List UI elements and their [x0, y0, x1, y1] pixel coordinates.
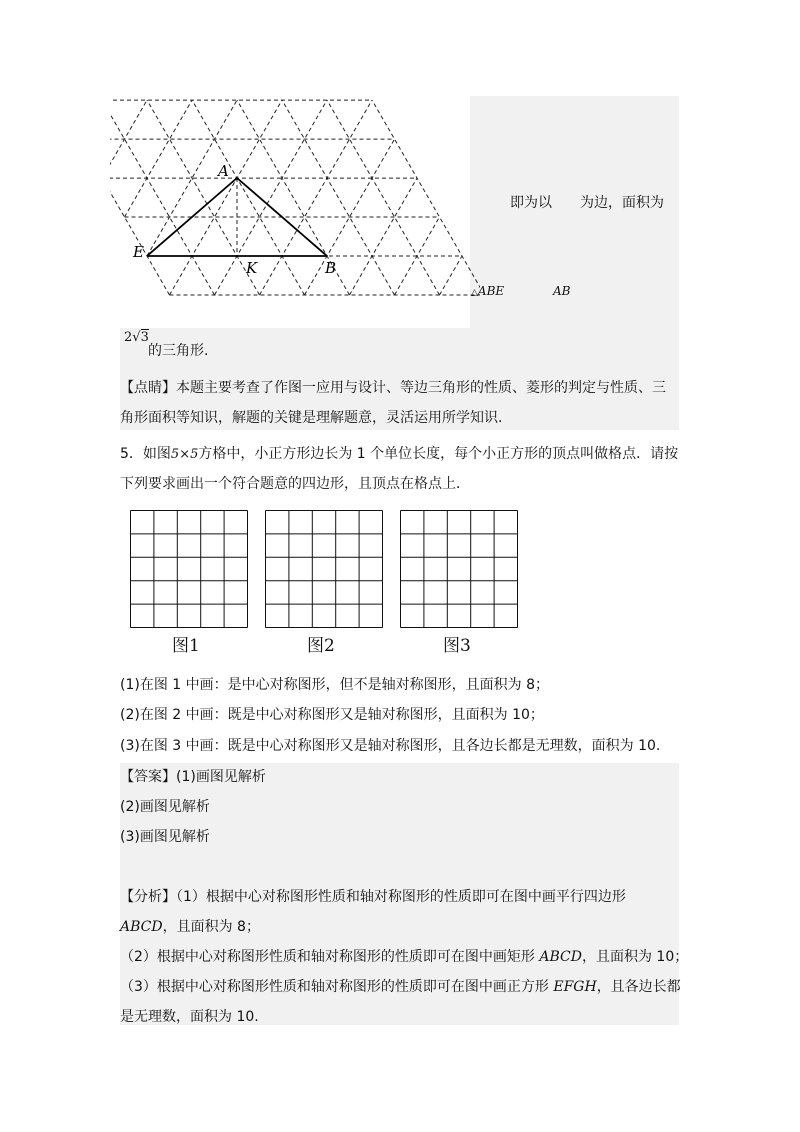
triangle-name: ABE — [477, 284, 505, 298]
area-radicand: 3 — [140, 330, 149, 345]
analysis-line-1: 【分析】（1）根据中心对称图形性质和轴对称图形的性质即可在图中画平行四边形 — [120, 889, 626, 905]
side-note-triangle — [471, 284, 504, 298]
area-coef: 2 — [124, 330, 133, 345]
comment-line-2: 角形面积等知识，解题的关键是理解题意，灵活运用所学知识. — [120, 410, 503, 426]
label-k: K — [246, 259, 258, 277]
lattice-line — [282, 100, 395, 295]
grid-caption-1: 图1 — [172, 636, 200, 656]
answer-line-1: 【答案】(1)画图见解析 — [120, 769, 266, 785]
lattice-line — [350, 178, 418, 295]
side-note-edge: AB — [553, 284, 571, 298]
grid-figure-3 — [400, 510, 518, 628]
quad-abcd-2: ABCD — [539, 949, 582, 965]
lattice-line — [110, 100, 215, 295]
problem-line-rest: 方格中，小正方形边长为 1 个单位长度，每个小正方形的顶点叫做格点．请按 — [198, 446, 679, 462]
question-1: (1)在图 1 中画：是中心对称图形，但不是轴对称图形，且面积为 8； — [120, 677, 549, 693]
analysis-line-2 — [120, 946, 688, 968]
label-b: B — [325, 259, 337, 277]
analysis-3-post: ，且各边长都 — [596, 979, 681, 995]
lattice-line — [372, 100, 480, 295]
problem-number: 5．如图 — [120, 446, 171, 462]
grid-figure-2 — [265, 510, 383, 628]
question-3: (3)在图 3 中画：既是中心对称图形又是轴对称图形，且各边长都是无理数，面积为 10. — [120, 738, 661, 754]
lattice-line — [260, 100, 373, 295]
grid-figure-1 — [130, 510, 248, 628]
lattice-line — [440, 256, 463, 295]
label-a: A — [218, 162, 229, 180]
grid-caption-3: 图3 — [443, 636, 471, 656]
label-e: E — [133, 243, 144, 261]
problem-5-line-1 — [120, 443, 678, 466]
question-2: (2)在图 2 中画：既是中心对称图形又是轴对称图形，且面积为 10； — [120, 707, 544, 723]
problem-5-line-2: 下列要求画出一个符合题意的四边形，且顶点在格点上． — [120, 476, 470, 492]
area-value — [124, 330, 149, 345]
radical-sign: √ — [132, 330, 141, 345]
triangle-symbol: △ — [471, 288, 478, 298]
quad-abcd-1: ABCD — [120, 919, 163, 935]
answer-line-2: (2)画图见解析 — [120, 799, 210, 815]
analysis-area-8: ，且面积为 8； — [162, 919, 260, 935]
analysis-2-pre: （2）根据中心对称图形性质和轴对称图形的性质即可在图中画矩形 — [120, 949, 540, 965]
side-note-text: 即为以 为边，面积为 — [510, 195, 664, 211]
lattice-line — [147, 100, 260, 295]
analysis-2-post: ，且面积为 10； — [581, 949, 689, 965]
analysis-line-1-cont — [120, 916, 260, 938]
comment-line-1: 【点睛】本题主要考查了作图一应用与设计、等边三角形的性质、菱形的判定与性质、三 — [120, 380, 666, 396]
lattice-line — [327, 100, 440, 295]
analysis-line-4: 是无理数，面积为 10. — [120, 1009, 259, 1025]
grid-size: 5×5 — [170, 447, 199, 462]
lattice-line — [215, 100, 328, 295]
triangle-lattice-figure — [110, 90, 480, 305]
analysis-line-3 — [120, 976, 681, 998]
area-suffix: 的三角形. — [148, 343, 209, 359]
analysis-3-pre: （3）根据中心对称图形性质和轴对称图形的性质即可在图中画正方形 — [120, 979, 554, 995]
answer-line-3: (3)画图见解析 — [120, 829, 210, 845]
grid-caption-2: 图2 — [307, 636, 335, 656]
lattice-line — [170, 100, 283, 295]
square-efgh: EFGH — [553, 979, 597, 995]
lattice-line — [125, 100, 193, 217]
